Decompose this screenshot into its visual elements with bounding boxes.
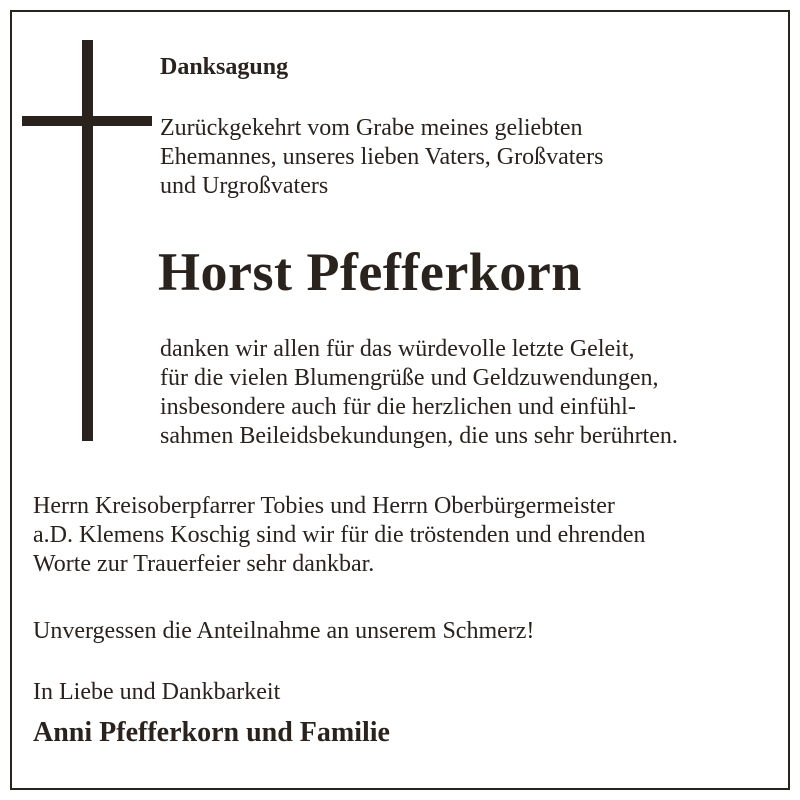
closing-line: In Liebe und Dankbarkeit [33, 679, 281, 705]
deceased-name: Horst Pfefferkorn [158, 242, 582, 302]
thanks-line: für die vielen Blumengrüße und Geldzuwendungen, [160, 365, 659, 391]
clergy-line: Worte zur Trauerfeier sehr dankbar. [33, 551, 375, 577]
intro-line: und Urgroßvaters [160, 173, 329, 199]
cross-horizontal-beam [22, 116, 152, 126]
intro-paragraph [160, 114, 603, 201]
cross-vertical-beam [82, 40, 93, 441]
thanks-line: insbesondere auch für die herzlichen und einfühl- [160, 394, 636, 420]
thanks-line: sahmen Beileidsbekundungen, die uns sehr berührten. [160, 423, 678, 449]
memory-line: Unvergessen die Anteilnahme an unserem Schmerz! [33, 618, 535, 644]
clergy-line: Herrn Kreisoberpfarrer Tobies und Herrn Oberbürgermeister [33, 493, 615, 519]
thanks-line: danken wir allen für das würdevolle letzte Geleit, [160, 336, 635, 362]
clergy-line: a.D. Klemens Koschig sind wir für die tröstenden und ehrenden [33, 522, 646, 548]
intro-line: Zurückgekehrt vom Grabe meines geliebten [160, 115, 583, 141]
signature: Anni Pfefferkorn und Familie [33, 717, 390, 748]
clergy-paragraph [33, 492, 646, 579]
thanks-paragraph [160, 335, 678, 451]
intro-line: Ehemannes, unseres lieben Vaters, Großvaters [160, 144, 604, 170]
notice-heading: Danksagung [160, 54, 289, 80]
